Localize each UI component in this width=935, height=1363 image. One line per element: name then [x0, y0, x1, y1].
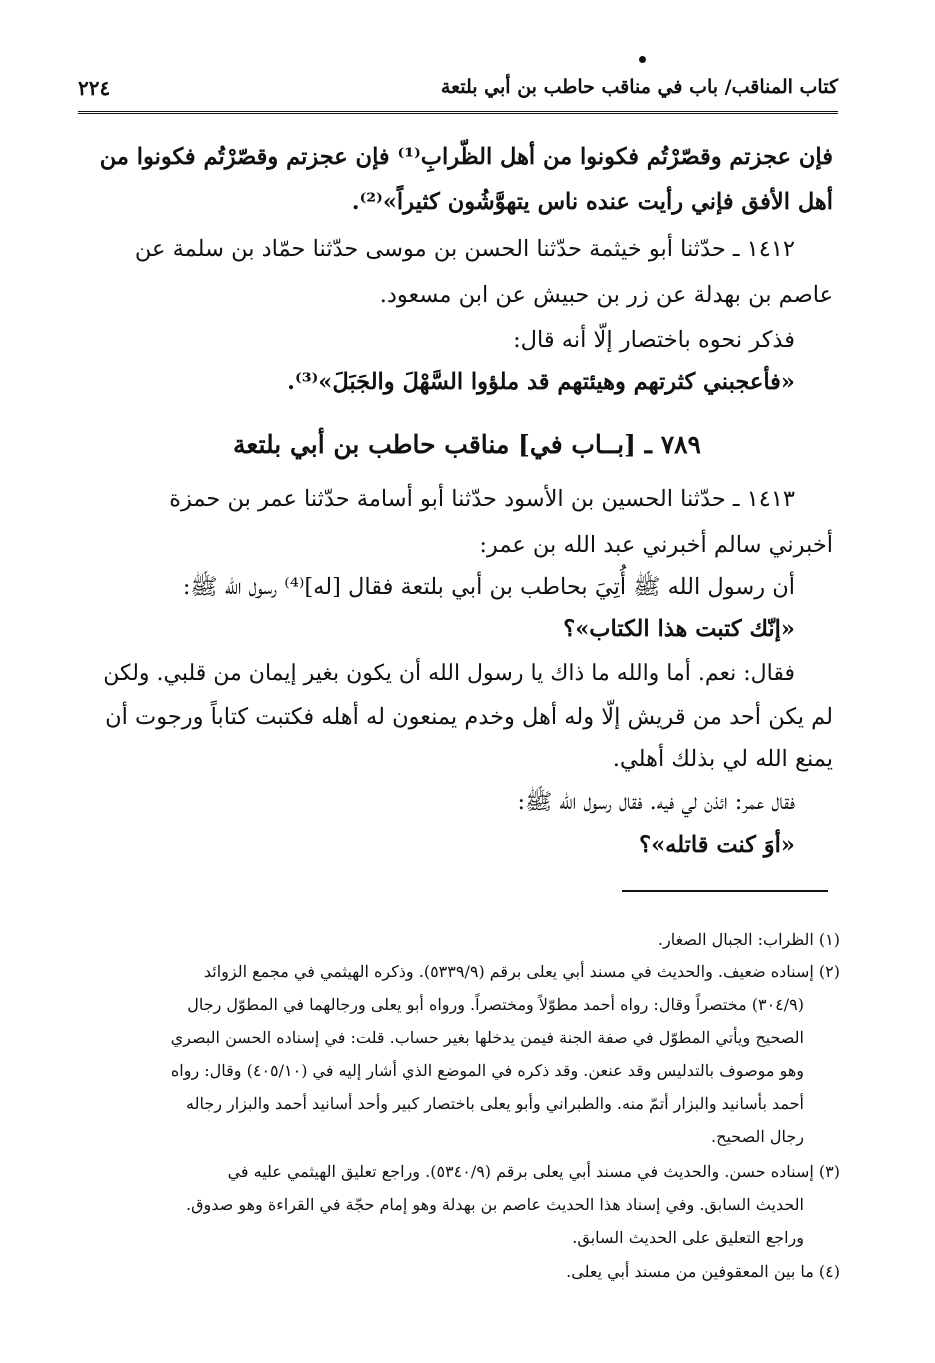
hadith-1413-line: ١٤١٣ ـ حدّثنا الحسين بن الأسود حدّثنا أبو أسامة حدّثنا عمر بن حمزة — [169, 486, 795, 512]
page-number: ٢٢٤ — [78, 76, 111, 100]
chapter-heading: ٧٨٩ ـ [بــاب في] مناقب حاطب بن أبي بلتعة — [233, 430, 701, 459]
footnote-line: (٣) إسناده حسن. والحديث في مسند أبي يعلى برقم (٥٣٤٠/٩). وراجع تعليق الهيثمي عليه في — [227, 1162, 840, 1181]
footnote-line: وهو موصوف بالتدليس وقد عنعن. وقد ذكره في الموضع الذي أشار إليه في (٤٠٥/١٠) وقال: رواه — [170, 1061, 804, 1080]
quote-line: «فأعجبني كثرتهم وهيئتهم قد ملؤوا السَّهْلَ والجَبَلَ»⁽³⁾. — [287, 369, 795, 395]
main-text — [95, 135, 833, 895]
text-line: أخبرني سالم أخبرني عبد الله بن عمر: — [479, 532, 833, 558]
print-dot — [639, 56, 646, 63]
text-line: عاصم بن بهدلة عن زر بن حبيش عن ابن مسعود. — [379, 282, 833, 308]
quote-line: «أوَ كنت قاتله»؟ — [639, 832, 795, 858]
header-rule — [78, 111, 838, 114]
footnote-line: (٢) إسناده ضعيف. والحديث في مسند أبي يعلى برقم (٥٣٣٩/٩). وذكره الهيثمي في مجمع الزوائد — [203, 962, 840, 981]
footnote-line: أحمد بأسانيد والبزار أتمّ منه. والطبراني وأبو يعلى باختصار كبير وأحد أسانيد أحمد والبزار رجاله — [185, 1094, 804, 1113]
footnote-line: الصحيح ويأتي المطوّل في صفة الجنة فيمن يدخلها بغير حساب. قلت: في إسناده الحسن البصري — [170, 1028, 804, 1047]
quote-line: «إنّك كتبت هذا الكتاب»؟ — [563, 616, 795, 642]
text-line: أن رسول الله ﷺ أُتِيَ بحاطب بن أبي بلتعة فقال [له]⁽⁴⁾ رسول الله ﷺ: — [182, 574, 795, 600]
text-line: فقال عمر: ائذن لي فيه. فقال رسول الله ﷺ: — [517, 789, 795, 815]
footnote-line: وراجع التعليق على الحديث السابق. — [572, 1228, 804, 1247]
footnote-separator — [622, 890, 828, 892]
page-header — [78, 70, 838, 110]
text-line: أهل الأفق فإني رأيت عنده ناس يتهوَّشُون كثيراً»⁽²⁾. — [351, 189, 833, 215]
footnote-line: الحديث السابق. وفي إسناد هذا الحديث عاصم بن بهدلة وهو إمام حجّة في القراءة وهو صدوق. — [186, 1195, 804, 1214]
footnote-line: (١) الظراب: الجبال الصغار. — [657, 930, 840, 949]
text-line: فإن عجزتم وقصّرْتُم فكونوا من أهل الظّرابِ⁽¹⁾ فإن عجزتم وقصّرْتُم فكونوا من — [99, 144, 833, 170]
running-title: كتاب المناقب/ باب في مناقب حاطب بن أبي بلتعة — [440, 76, 838, 98]
text-line: فذكر نحوه باختصار إلّا أنه قال: — [513, 327, 795, 353]
footnote-line: (٣٠٤/٩) مختصراً وقال: رواه أحمد مطوّلاً ومختصراً. ورواه أبو يعلى ورجالهما في المطوّل رجال — [187, 995, 804, 1014]
text-line: يمنع الله لي بذلك أهلي. — [612, 746, 833, 772]
text-line: فقال: نعم. أما والله ما ذاك يا رسول الله أن يكون بغير إيمان من قلبي. ولكن — [103, 661, 795, 686]
footnote-line: (٤) ما بين المعقوفين من مسند أبي يعلى. — [566, 1262, 840, 1281]
footnote-line: رجال الصحيح. — [711, 1127, 804, 1146]
hadith-1412-line: ١٤١٢ ـ حدّثنا أبو خيثمة حدّثنا الحسن بن موسى حدّثنا حمّاد بن سلمة عن — [134, 236, 795, 262]
text-line: لم يكن أحد من قريش إلّا وله أهل وخدم يمنعون له أهله فكتبت كتاباً ورجوت أن — [105, 704, 833, 730]
